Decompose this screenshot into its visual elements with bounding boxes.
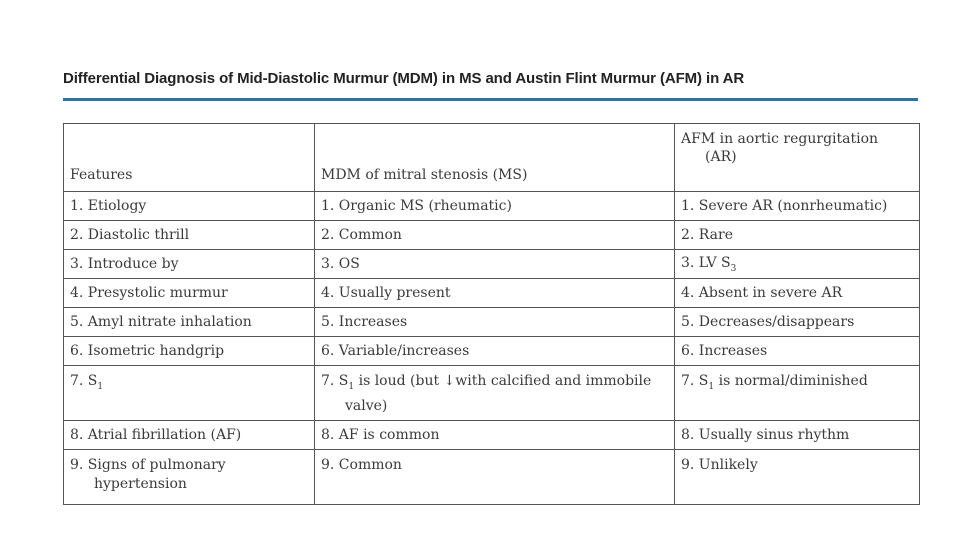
subscript: 3: [730, 263, 737, 274]
cell-ar: 2. Rare: [675, 221, 920, 250]
cell-ar: 9. Unlikely: [675, 450, 920, 505]
document-title: Differential Diagnosis of Mid-Diastolic Murmur (MDM) in MS and Austin Flint Murmur (AFM) in AR: [63, 70, 745, 87]
differential-diagnosis-table: [63, 123, 920, 505]
cell-ar-pre: 7. S: [681, 373, 709, 389]
table-row: [64, 450, 920, 505]
header-features: Features: [64, 124, 315, 192]
cell-feature-text: 9. Signs of pulmonary hypertension: [70, 457, 226, 492]
cell-ar: [675, 366, 920, 421]
cell-ar: [675, 250, 920, 279]
cell-ar: 4. Absent in severe AR: [675, 279, 920, 308]
cell-feature: 6. Isometric handgrip: [64, 337, 315, 366]
cell-ms: 5. Increases: [315, 308, 675, 337]
cell-feature: 1. Etiology: [64, 192, 315, 221]
cell-ar: 6. Increases: [675, 337, 920, 366]
header-ms: MDM of mitral stenosis (MS): [315, 124, 675, 192]
cell-ms-text: [321, 372, 668, 416]
cell-ms: 6. Variable/increases: [315, 337, 675, 366]
subscript: 1: [348, 381, 355, 392]
cell-feature: 4. Presystolic murmur: [64, 279, 315, 308]
cell-feature: 5. Amyl nitrate inhalation: [64, 308, 315, 337]
cell-ar-post: is normal/diminished: [714, 373, 868, 389]
cell-feature: 2. Diastolic thrill: [64, 221, 315, 250]
table-row: [64, 421, 920, 450]
subscript: 1: [708, 381, 715, 392]
cell-ms: 8. AF is common: [315, 421, 675, 450]
table-row: [64, 221, 920, 250]
table-header-row: [64, 124, 920, 192]
table-row: [64, 337, 920, 366]
cell-ms: 3. OS: [315, 250, 675, 279]
cell-feature-text: 7. S: [70, 373, 98, 389]
cell-ms: 4. Usually present: [315, 279, 675, 308]
header-ar-text: AFM in aortic regurgitation (AR): [681, 131, 879, 165]
cell-ms-pre: 7. S: [321, 373, 349, 389]
table-row: [64, 366, 920, 421]
table-row: [64, 308, 920, 337]
cell-ms: 2. Common: [315, 221, 675, 250]
cell-ar: 8. Usually sinus rhythm: [675, 421, 920, 450]
cell-ms: 1. Organic MS (rheumatic): [315, 192, 675, 221]
cell-feature: 3. Introduce by: [64, 250, 315, 279]
cell-feature: [64, 450, 315, 505]
table-row: [64, 250, 920, 279]
table-row: [64, 279, 920, 308]
cell-ms: [315, 366, 675, 421]
cell-feature: [64, 366, 315, 421]
cell-ms: 9. Common: [315, 450, 675, 505]
cell-ar: 1. Severe AR (nonrheumatic): [675, 192, 920, 221]
subscript: 1: [97, 381, 104, 392]
title-underline: [63, 98, 918, 101]
cell-ar: 5. Decreases/disappears: [675, 308, 920, 337]
header-ar: [675, 124, 920, 192]
table-row: [64, 192, 920, 221]
cell-ar-text: 3. LV S: [681, 254, 731, 271]
cell-ms-post: is loud (but ↓with calcified and immobile valve): [345, 373, 652, 414]
cell-feature: 8. Atrial fibrillation (AF): [64, 421, 315, 450]
